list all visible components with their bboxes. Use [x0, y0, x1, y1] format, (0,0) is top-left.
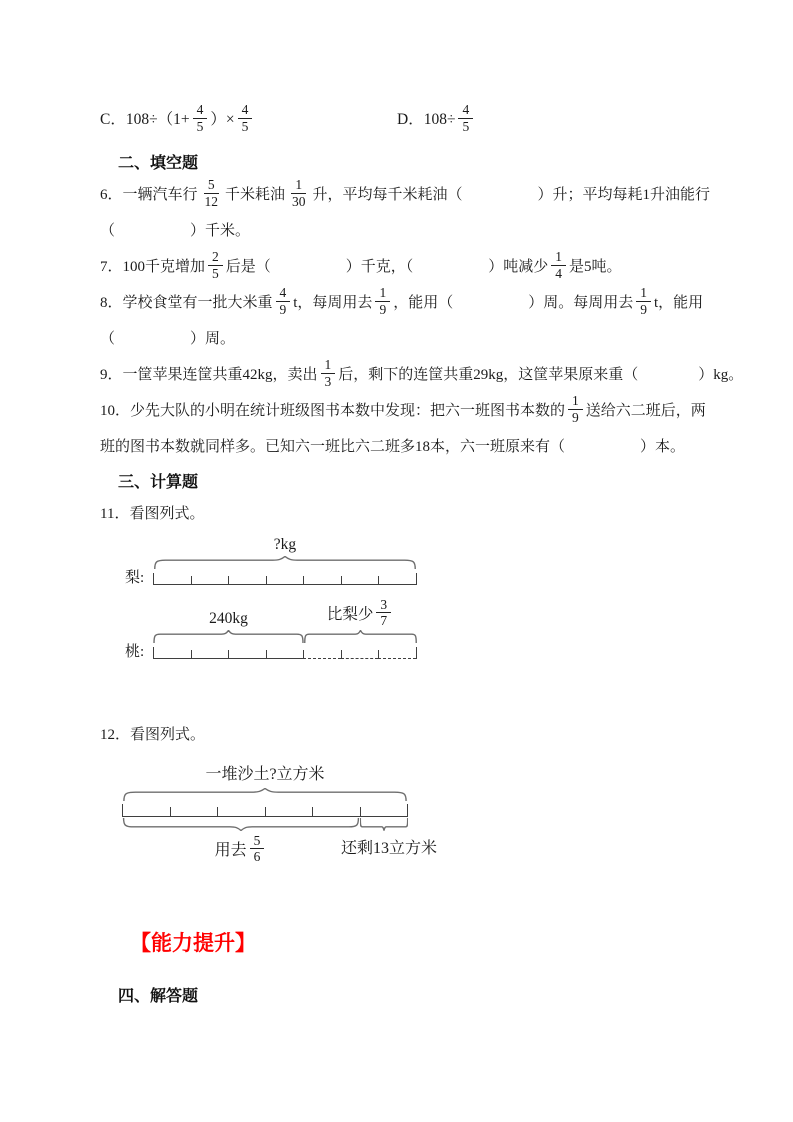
bar-segment: [154, 576, 191, 585]
text-run: C．108÷（1+: [100, 111, 190, 128]
text-run: 升，平均每千米耗油（ ）升；平均每耗1升油能行: [312, 186, 711, 203]
text-run: 10．少先大队的小明在统计班级图书本数中发现：把六一班图书本数的: [100, 402, 566, 419]
text-run: t，能用: [653, 294, 704, 311]
text-run: 8．学校食堂有一批大米重: [100, 294, 273, 311]
brace-up-icon: [304, 630, 417, 643]
sand-total-label: 一堆沙土?立方米: [205, 766, 325, 784]
question-line: [100, 175, 711, 211]
bar-segment: [191, 650, 229, 659]
bar-segment: [123, 807, 170, 817]
text-run: 千米耗油: [225, 186, 286, 203]
bar-segment: [378, 576, 416, 585]
section-title-fill-in: 二、填空题: [118, 155, 199, 172]
question-line: [100, 211, 705, 247]
pear-total-label: ?kg: [273, 536, 297, 553]
bar-segment: [265, 807, 313, 817]
choice-options-row: [100, 92, 705, 144]
text-run: （ ）周。: [100, 330, 236, 347]
text-run: 班的图书本数就同样多。已知六一班比六二班多18本，六一班原来有（ ）本。: [100, 438, 686, 455]
question-11-label: [100, 494, 705, 530]
fraction: $\frac{1}{9}$: [568, 393, 583, 424]
fraction: $\frac{3}{7}$: [376, 597, 391, 628]
sand-bottom-labels: [122, 831, 437, 879]
fraction: $\frac{1}{9}$: [636, 285, 651, 316]
fraction: $\frac{1}{30}$: [292, 177, 306, 209]
bar-segment: [217, 807, 265, 817]
fraction: $\frac{4}{5}$: [458, 102, 473, 133]
question-line: [100, 391, 705, 427]
bar-segment: [312, 807, 360, 817]
bar-segment: [341, 576, 379, 585]
text-run: 送给六二班后，两: [585, 402, 706, 419]
bar-segment: [266, 650, 304, 659]
text-run: ，能用（ ）周。每周用去: [393, 294, 634, 311]
question-11-text: 11．看图列式。: [100, 505, 205, 522]
sand-bar: [122, 804, 408, 817]
question-7: [100, 247, 705, 283]
question-line: [100, 283, 705, 319]
text-run: 后，剩下的连筐共重29kg，这筐苹果原来重（ ）kg。: [338, 366, 744, 383]
brace-up-icon: [122, 788, 408, 801]
fraction: $\frac{4}{9}$: [276, 285, 291, 316]
pear-bar-label: 梨:: [125, 570, 145, 586]
question-12-text: 12．看图列式。: [100, 726, 206, 743]
text-run: t，每周用去: [293, 294, 373, 311]
text-run: 用去: [214, 842, 247, 860]
fraction: $\frac{5}{6}$: [250, 833, 265, 864]
bar-segment: [341, 650, 379, 659]
peach-solid-label: 240kg: [209, 610, 248, 628]
question-line: [100, 355, 744, 391]
question-line: [100, 319, 705, 355]
peach-bar-label: 桃:: [125, 644, 145, 661]
text-run: D．108÷: [397, 111, 456, 128]
peach-dashed-label: [304, 597, 417, 628]
fraction: $\frac{1}{3}$: [321, 357, 336, 388]
peach-braces-row: [153, 630, 417, 643]
bar-segment: [360, 807, 408, 817]
peach-bar: [153, 647, 417, 659]
question-8: [100, 283, 705, 355]
peach-bar-row: [125, 645, 417, 659]
question-6: [100, 175, 711, 247]
section-title-calculation: 三、计算题: [118, 474, 199, 491]
fraction: $\frac{2}{5}$: [208, 249, 223, 280]
diagram-question-12: [122, 761, 437, 879]
bar-segment: [191, 576, 229, 585]
option-d: [397, 102, 705, 133]
text-run: 比梨少: [326, 605, 374, 623]
text-run: （ ）千米。: [100, 222, 251, 239]
peach-brace-labels: [153, 597, 417, 628]
bar-segment: [170, 807, 218, 817]
question-line: [100, 247, 705, 283]
bar-segment: [228, 576, 266, 585]
bar-segment: [228, 650, 266, 659]
fraction: $\frac{1}{4}$: [551, 249, 566, 280]
bar-segment: [266, 576, 304, 585]
ability-boost-header: 【能力提升】: [130, 932, 256, 956]
pear-bar-row: [125, 571, 417, 585]
brace-up-icon: [153, 556, 417, 569]
text-run: 6．一辆汽车行: [100, 186, 198, 203]
text-run: 是5吨。: [569, 258, 622, 275]
fraction: $\frac{5}{12}$: [204, 177, 219, 209]
bar-segment: [378, 650, 416, 659]
bar-segment: [303, 576, 341, 585]
pear-bar: [153, 573, 417, 585]
remaining-amount-label: 还剩13立方米: [340, 840, 437, 858]
question-9: [100, 355, 744, 391]
question-12-label: [100, 715, 705, 751]
diagram-question-11: [125, 536, 417, 659]
section-title-solve: 四、解答题: [118, 988, 199, 1006]
brace-down-icon: [360, 818, 408, 831]
text-run: ）×: [210, 111, 235, 128]
bar-segment: [303, 650, 341, 659]
question-10: [100, 391, 705, 463]
option-c: [100, 102, 397, 133]
question-line: [100, 427, 705, 463]
text-run: 后是（ ）千克，（ ）吨减少: [225, 258, 549, 275]
brace-down-icon: [122, 818, 360, 831]
brace-up-icon: [153, 630, 304, 643]
bar-segment: [154, 650, 191, 659]
fraction: $\frac{4}{5}$: [238, 102, 253, 133]
fraction: $\frac{4}{5}$: [193, 102, 208, 133]
fraction: $\frac{1}{9}$: [375, 285, 390, 316]
text-run: 7．100千克增加: [100, 258, 206, 275]
sand-braces-row: [122, 818, 408, 831]
text-run: 9．一筐苹果连筐共重42kg，卖出: [100, 366, 318, 383]
